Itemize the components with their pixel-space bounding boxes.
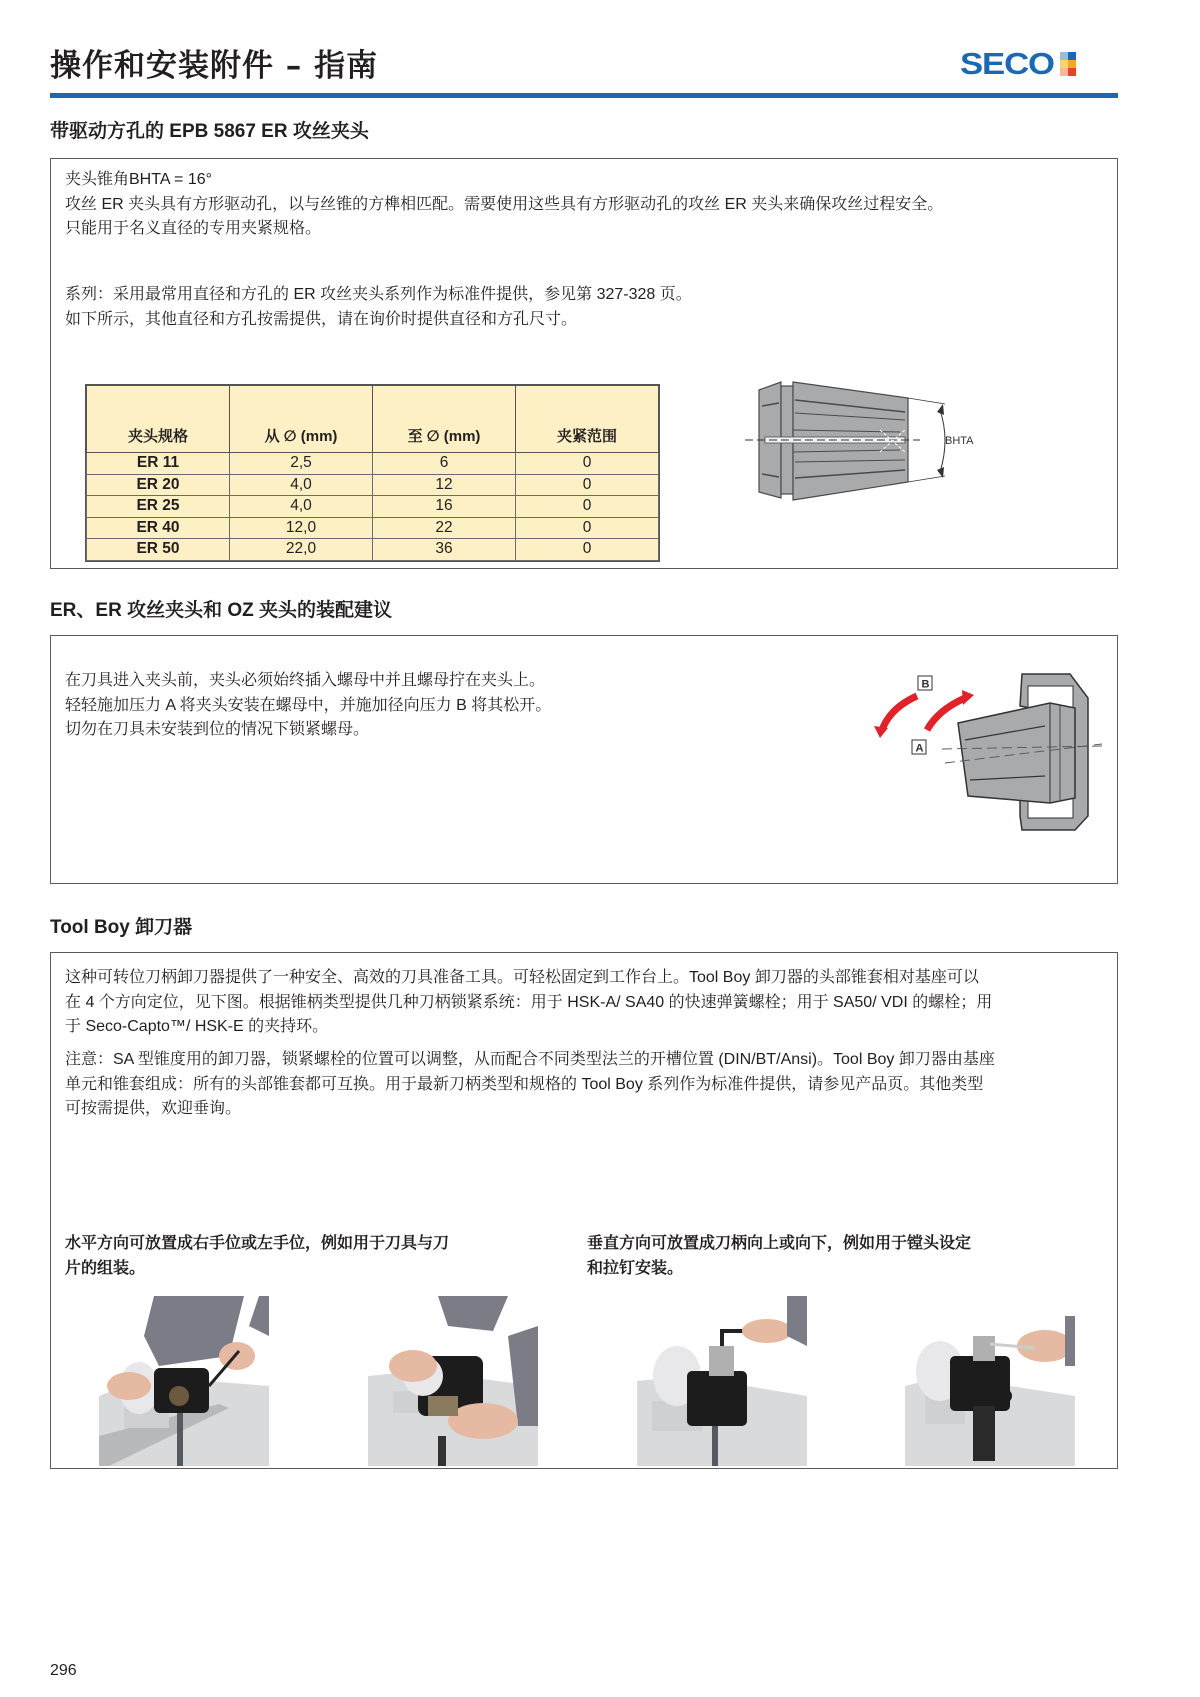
cell-range: 0: [516, 496, 659, 518]
collet-taper-diagram-icon: [745, 380, 975, 505]
instruction-line: 轻轻施加压力 A 将夹头安装在螺母中，并施加径向压力 B 将其松开。: [65, 696, 552, 714]
description-line: 这种可转位刀柄卸刀器提供了一种安全、高效的刀具准备工具。可轻松固定到工作台上。Tool Boy 卸刀器的头部锥套相对基座可以: [65, 969, 979, 986]
series-line: 系列：采用最常用直径和方孔的 ER 攻丝夹头系列作为标准件提供，参见第 327-328 页。: [65, 286, 692, 303]
table-header-row: [87, 386, 659, 453]
toolboy-vertical-up-photo-icon: [637, 1296, 807, 1466]
description-line: 只能用于名义直径的专用夹紧规格。: [65, 220, 322, 237]
cell-range: 0: [516, 539, 659, 561]
tool-boy-description: [65, 966, 992, 1040]
table-row: [87, 517, 659, 539]
note-line: 注意：SA 型锥度用的卸刀器，锁紧螺栓的位置可以调整，从而配合不同类型法兰的开槽位置 (DIN/BT/Ansi)。Tool Boy 卸刀器由基座: [65, 1051, 995, 1068]
caption-line: 和拉钉安装。: [587, 1259, 684, 1277]
cell-size: ER 20: [87, 474, 230, 496]
cell-to: 36: [373, 539, 516, 561]
section-heading-tool-boy: Tool Boy 卸刀器: [50, 917, 193, 938]
note-line: 可按需提供，欢迎垂询。: [65, 1100, 242, 1117]
page-number: 296: [50, 1662, 77, 1679]
cell-range: 0: [516, 474, 659, 496]
cell-to: 22: [373, 517, 516, 539]
toolboy-horizontal-left-photo-icon: [368, 1296, 538, 1466]
cell-from: 4,0: [230, 474, 373, 496]
cell-from: 2,5: [230, 453, 373, 475]
label-b: B: [921, 678, 930, 691]
bhta-label: BHTA: [945, 435, 974, 447]
logo-color-squares-icon: [1060, 52, 1076, 76]
col-header-size: 夹头规格: [87, 386, 230, 453]
table-row: [87, 496, 659, 518]
table-row: [87, 539, 659, 561]
instruction-line: 切勿在刀具未安装到位的情况下锁紧螺母。: [65, 721, 370, 738]
col-header-to-diameter: 至 ∅ (mm): [373, 386, 516, 453]
toolboy-vertical-down-photo-icon: [905, 1296, 1075, 1466]
table-row: [87, 453, 659, 475]
page-title: 操作和安装附件 – 指南: [50, 48, 379, 84]
table-row: [87, 474, 659, 496]
cell-from: 12,0: [230, 517, 373, 539]
series-note: [65, 283, 692, 332]
tapping-collets-description: [65, 168, 943, 242]
instruction-line: 在刀具进入夹头前，夹头必须始终插入螺母中并且螺母拧在夹头上。: [65, 672, 546, 689]
taper-angle-line: 夹头锥角BHTA = 16°: [65, 171, 213, 188]
cell-range: 0: [516, 517, 659, 539]
seco-logo: [960, 46, 1076, 82]
cell-range: 0: [516, 453, 659, 475]
header-rule: [50, 93, 1118, 98]
cell-from: 22,0: [230, 539, 373, 561]
tool-boy-note: [65, 1048, 995, 1122]
collet-spec-table: [86, 385, 659, 561]
cell-to: 16: [373, 496, 516, 518]
caption-horizontal: [65, 1232, 449, 1281]
toolboy-horizontal-right-photo-icon: [99, 1296, 269, 1466]
series-line: 如下所示，其他直径和方孔按需提供，请在询价时提供直径和方孔尺寸。: [65, 310, 578, 328]
caption-line: 垂直方向可放置成刀柄向上或向下，例如用于镗头设定: [587, 1235, 972, 1252]
col-header-from-diameter: 从 ∅ (mm): [230, 386, 373, 453]
cell-size: ER 50: [87, 539, 230, 561]
label-a: A: [915, 742, 924, 755]
collet-nut-assembly-diagram-icon: [870, 668, 1110, 836]
col-header-clamping-range: 夹紧范围: [516, 386, 659, 453]
description-line: 攻丝 ER 夹头具有方形驱动孔，以与丝锥的方榫相匹配。需要使用这些具有方形驱动孔的攻丝 ER 夹头来确保攻丝过程安全。: [65, 195, 944, 213]
caption-line: 片的组装。: [65, 1259, 146, 1277]
cell-from: 4,0: [230, 496, 373, 518]
section-heading-assembly: ER、ER 攻丝夹头和 OZ 夹头的装配建议: [50, 600, 393, 621]
description-line: 于 Seco-Capto™/ HSK-E 的夹持环。: [65, 1018, 329, 1035]
section-heading-tapping-collets: 带驱动方孔的 EPB 5867 ER 攻丝夹头: [50, 121, 369, 142]
note-line: 单元和锥套组成：所有的头部锥套都可互换。用于最新刀柄类型和规格的 Tool Boy 系列作为标准件提供，请参见产品页。其他类型: [65, 1075, 984, 1093]
cell-to: 6: [373, 453, 516, 475]
assembly-instructions: [65, 669, 551, 743]
cell-size: ER 40: [87, 517, 230, 539]
logo-text: SECO: [960, 46, 1054, 81]
cell-size: ER 11: [87, 453, 230, 475]
caption-vertical: [587, 1232, 971, 1281]
cell-to: 12: [373, 474, 516, 496]
cell-size: ER 25: [87, 496, 230, 518]
caption-line: 水平方向可放置成右手位或左手位，例如用于刀具与刀: [65, 1235, 450, 1252]
description-line: 在 4 个方向定位，见下图。根据锥柄类型提供几种刀柄锁紧系统：用于 HSK-A/ SA40 的快速弹簧螺栓；用于 SA50/ VDI 的螺栓；用: [65, 993, 993, 1011]
